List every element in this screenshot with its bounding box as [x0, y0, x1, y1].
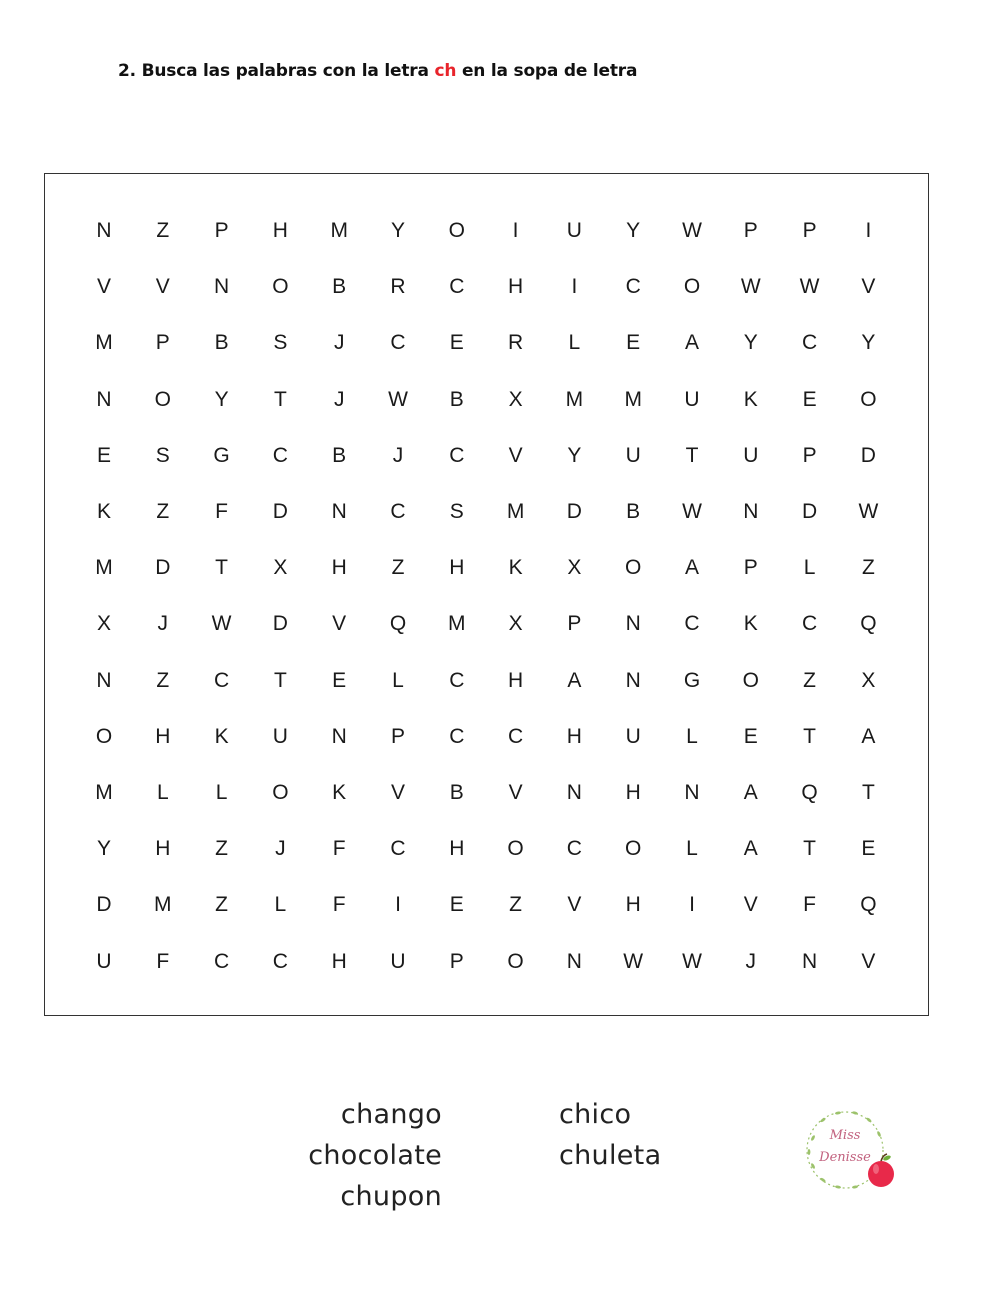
- grid-letter: O: [154, 387, 171, 411]
- grid-letter: C: [390, 837, 406, 861]
- grid-letter: B: [332, 443, 347, 467]
- grid-letter: Q: [860, 612, 877, 636]
- grid-letter: J: [333, 331, 345, 355]
- grid-letter: M: [330, 219, 348, 242]
- grid-letter: H: [625, 781, 641, 804]
- grid-letter: C: [390, 500, 406, 523]
- grid-letter: C: [272, 443, 288, 467]
- grid-letter: Z: [509, 893, 522, 917]
- grid-letter: V: [332, 612, 347, 636]
- grid-letter: Y: [96, 837, 111, 861]
- grid-letter: R: [508, 331, 524, 355]
- grid-letter: N: [214, 275, 230, 299]
- grid-letter: K: [508, 556, 523, 580]
- grid-letter: P: [155, 331, 170, 355]
- grid-letter: L: [156, 781, 169, 804]
- grid-letter: N: [566, 949, 582, 973]
- grid-letter: Y: [743, 331, 758, 355]
- grid-letter: W: [388, 387, 408, 411]
- grid-letter: L: [568, 331, 581, 355]
- grid-letter: C: [214, 668, 230, 692]
- grid-letter: S: [449, 500, 464, 523]
- grid-letter: E: [626, 331, 641, 355]
- grid-letter: N: [625, 612, 641, 636]
- grid-letter: D: [860, 443, 876, 467]
- grid-letter: H: [449, 556, 465, 580]
- grid-letter: W: [858, 500, 879, 523]
- grid-letter: T: [273, 387, 287, 411]
- grid-letter: P: [802, 219, 817, 242]
- grid-letter: N: [96, 387, 112, 411]
- grid-letter: Z: [215, 893, 228, 917]
- grid-letter: D: [272, 500, 288, 523]
- grid-letter: A: [684, 556, 699, 580]
- grid-letter: O: [507, 837, 524, 861]
- word-item: chocolate: [308, 1140, 442, 1171]
- grid-letter: T: [215, 556, 228, 580]
- word-item: chupon: [340, 1181, 442, 1212]
- miss-denisse-logo: [803, 1108, 901, 1194]
- grid-letter: D: [802, 500, 818, 523]
- grid-letter: Z: [156, 500, 170, 523]
- grid-letter: C: [390, 331, 406, 355]
- grid-letter: V: [96, 275, 111, 299]
- grid-letter: Z: [803, 668, 816, 692]
- grid-letter: F: [332, 893, 346, 917]
- grid-letter: C: [449, 443, 465, 467]
- grid-letter: V: [508, 781, 523, 804]
- grid-letter: Y: [214, 387, 229, 411]
- grid-letter: K: [96, 500, 111, 523]
- grid-letter: A: [743, 781, 758, 804]
- grid-letter: P: [567, 612, 582, 636]
- grid-letter: O: [625, 837, 642, 861]
- grid-letter: K: [743, 387, 758, 411]
- grid-letter: B: [214, 331, 229, 355]
- grid-letter: V: [743, 893, 758, 917]
- instruction-number: 2.: [118, 61, 136, 81]
- grid-letter: O: [625, 556, 642, 580]
- grid-letter: T: [273, 668, 287, 692]
- grid-letter: C: [566, 837, 582, 861]
- grid-letter: M: [565, 387, 584, 411]
- grid-letter: L: [686, 724, 698, 748]
- word-item: chuleta: [559, 1140, 662, 1171]
- grid-letter: Q: [389, 612, 407, 636]
- grid-letter: W: [623, 949, 644, 973]
- grid-letter: F: [803, 893, 816, 917]
- grid-letter: N: [743, 500, 759, 523]
- grid-letter: P: [390, 724, 405, 748]
- grid-letter: V: [155, 275, 170, 299]
- grid-letter: U: [743, 443, 759, 467]
- grid-letter: Y: [567, 443, 582, 467]
- grid-letter: U: [625, 724, 641, 748]
- grid-letter: O: [95, 724, 113, 748]
- grid-letter: M: [95, 556, 113, 580]
- grid-letter: I: [689, 893, 695, 917]
- grid-letter: E: [96, 443, 111, 467]
- grid-letter: D: [566, 500, 582, 523]
- grid-letter: T: [685, 443, 699, 467]
- grid-letter: Q: [801, 781, 818, 804]
- word-list-right: [559, 1094, 661, 1176]
- grid-letter: V: [390, 781, 405, 804]
- grid-letter: R: [390, 275, 406, 299]
- grid-letter: C: [214, 949, 230, 973]
- grid-letter: U: [272, 724, 288, 748]
- grid-letter: C: [802, 612, 818, 636]
- grid-letter: Z: [215, 837, 228, 861]
- grid-letter: P: [743, 556, 758, 580]
- grid-letter: L: [274, 893, 287, 917]
- grid-letter: C: [272, 949, 288, 973]
- grid-letter: T: [861, 781, 875, 804]
- grid-letter: L: [392, 668, 404, 692]
- grid-letter: Y: [861, 331, 876, 355]
- grid-letter: C: [625, 275, 641, 299]
- grid-letter: H: [331, 556, 347, 580]
- grid-letter: H: [155, 724, 171, 748]
- grid-letter: M: [448, 612, 466, 636]
- grid-letter: E: [449, 331, 464, 355]
- grid-letter: Z: [391, 556, 405, 580]
- grid-letter: E: [802, 387, 817, 411]
- instruction-text-before: Busca las palabras con la letra: [141, 61, 429, 81]
- grid-letter: A: [567, 668, 582, 692]
- grid-letter: N: [96, 219, 112, 242]
- grid-letter: H: [566, 724, 582, 748]
- grid-letter: F: [215, 500, 228, 523]
- grid-letter: H: [155, 837, 171, 861]
- grid-letter: I: [865, 219, 872, 242]
- grid-letter: J: [745, 949, 757, 973]
- grid-letter: G: [683, 668, 701, 692]
- grid-letter: L: [215, 781, 228, 804]
- grid-letter: C: [449, 724, 465, 748]
- grid-letter: J: [333, 387, 345, 411]
- word-item: chango: [340, 1099, 442, 1130]
- grid-letter: M: [506, 500, 525, 523]
- grid-letter: N: [625, 668, 641, 692]
- grid-letter: O: [507, 949, 524, 973]
- grid-letter: T: [803, 837, 816, 861]
- grid-letter: N: [331, 724, 347, 748]
- grid-letter: D: [272, 612, 288, 636]
- grid-letter: K: [743, 612, 758, 636]
- grid-letter: W: [211, 612, 232, 636]
- instruction-highlight: ch: [434, 61, 457, 81]
- grid-letter: M: [95, 331, 113, 355]
- grid-letter: B: [332, 275, 347, 299]
- grid-letter: T: [803, 724, 816, 748]
- grid-letter: K: [214, 724, 229, 748]
- grid-letter: M: [95, 781, 113, 804]
- grid-letter: X: [567, 556, 582, 580]
- grid-letter: Z: [861, 556, 875, 580]
- grid-letter: X: [273, 556, 288, 580]
- grid-letter: M: [624, 387, 642, 411]
- grid-letter: J: [157, 612, 169, 636]
- grid-letter: J: [275, 837, 286, 861]
- grid-letter: W: [740, 275, 761, 299]
- grid-letter: E: [449, 893, 464, 917]
- grid-letter: C: [508, 724, 524, 748]
- grid-letter: E: [861, 837, 876, 861]
- grid-letter: J: [392, 443, 404, 467]
- grid-letter: A: [684, 331, 699, 355]
- grid-letter: V: [861, 949, 876, 973]
- grid-letter: H: [331, 949, 347, 973]
- grid-letter: D: [155, 556, 171, 580]
- grid-letter: X: [96, 612, 111, 636]
- grid-letter: U: [684, 387, 700, 411]
- grid-letter: C: [802, 331, 818, 355]
- grid-letter: I: [512, 219, 519, 242]
- grid-letter: Y: [626, 219, 641, 242]
- grid-letter: H: [449, 837, 465, 861]
- grid-letter: X: [508, 612, 523, 636]
- grid-letter: A: [861, 724, 876, 748]
- word-search-grid: [45, 174, 928, 1015]
- grid-letter: H: [625, 893, 641, 917]
- grid-letter: H: [508, 668, 524, 692]
- grid-letter: N: [331, 500, 347, 523]
- grid-letter: N: [566, 781, 582, 804]
- grid-letter: M: [154, 893, 172, 917]
- word-list-left: [308, 1094, 442, 1217]
- grid-letter: U: [625, 443, 641, 467]
- grid-letter: I: [571, 275, 578, 299]
- grid-letter: N: [96, 668, 112, 692]
- grid-letter: P: [743, 219, 758, 242]
- grid-letter: S: [273, 331, 288, 355]
- grid-letter: O: [742, 668, 759, 692]
- grid-letter: Z: [156, 668, 170, 692]
- grid-letter: K: [332, 781, 347, 804]
- grid-letter: F: [332, 837, 346, 861]
- grid-letter: O: [683, 275, 701, 299]
- grid-letter: P: [449, 949, 464, 973]
- grid-letter: W: [682, 500, 702, 523]
- grid-letter: L: [803, 556, 816, 580]
- grid-letter: Z: [156, 219, 170, 242]
- instruction-text-after: en la sopa de letra: [461, 61, 638, 81]
- grid-letter: W: [682, 949, 702, 973]
- grid-letter: H: [508, 275, 524, 299]
- grid-letter: L: [686, 837, 698, 861]
- grid-letter: W: [799, 275, 820, 299]
- logo-text-miss: Miss: [829, 1128, 861, 1143]
- grid-letter: H: [272, 219, 288, 242]
- grid-letter: V: [508, 443, 523, 467]
- grid-letter: X: [508, 387, 523, 411]
- grid-letter: O: [860, 387, 877, 411]
- grid-letter: U: [566, 219, 582, 242]
- grid-letter: B: [449, 781, 464, 804]
- grid-letter: F: [156, 949, 170, 973]
- grid-letter: C: [449, 668, 465, 692]
- grid-letter: Q: [860, 893, 877, 917]
- instruction-heading: [118, 61, 637, 81]
- grid-letter: C: [449, 275, 465, 299]
- grid-letter: S: [155, 443, 170, 467]
- grid-letter: E: [743, 724, 758, 748]
- grid-letter: C: [684, 612, 700, 636]
- grid-letter: Y: [390, 219, 405, 242]
- grid-letter: U: [96, 949, 112, 973]
- grid-letter: O: [448, 219, 465, 242]
- grid-letter: G: [213, 443, 230, 467]
- grid-letter: N: [802, 949, 818, 973]
- grid-letter: X: [861, 668, 876, 692]
- grid-letter: U: [390, 949, 406, 973]
- grid-letter: B: [626, 500, 641, 523]
- grid-letter: D: [96, 893, 112, 917]
- grid-letter: B: [449, 387, 464, 411]
- word-search-box: [44, 173, 929, 1016]
- grid-letter: P: [802, 443, 817, 467]
- grid-letter: N: [684, 781, 700, 804]
- grid-letter: V: [567, 893, 582, 917]
- logo-text-name: Denisse: [819, 1150, 871, 1165]
- grid-letter: O: [272, 781, 289, 804]
- grid-letter: I: [395, 893, 401, 917]
- word-item: chico: [559, 1099, 632, 1130]
- grid-letter: E: [332, 668, 347, 692]
- grid-letter: O: [272, 275, 289, 299]
- grid-letter: V: [861, 275, 876, 299]
- grid-letter: P: [214, 219, 229, 242]
- grid-letter: W: [682, 219, 702, 242]
- grid-letter: A: [743, 837, 758, 861]
